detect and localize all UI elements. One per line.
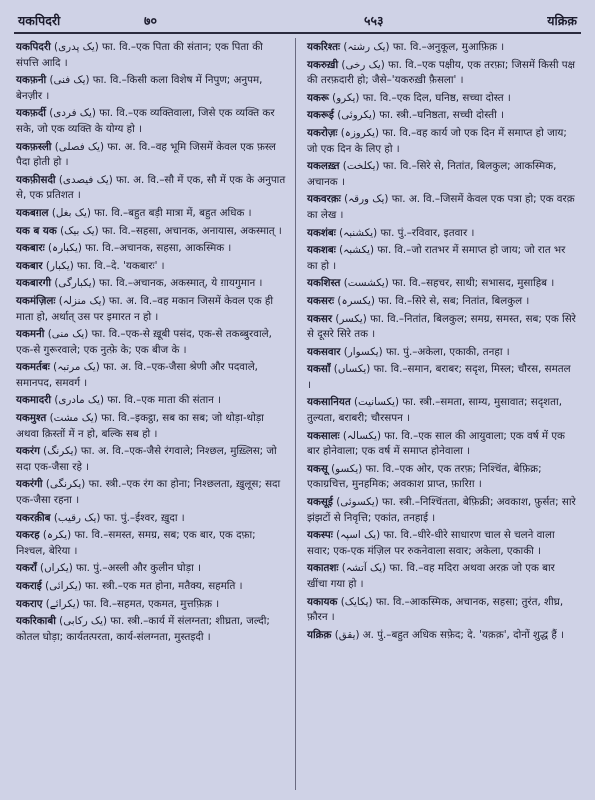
- entry-urdu-spelling: (یکساں): [333, 363, 371, 376]
- entry-urdu-spelling: (یکرو): [332, 91, 360, 104]
- dictionary-entry: [16, 140, 286, 171]
- entry-urdu-spelling: (یکرہ): [42, 529, 72, 542]
- entry-headword: यकस्पः: [307, 529, 333, 542]
- dictionary-entry: [16, 511, 286, 527]
- dictionary-entry: [16, 106, 286, 137]
- entry-urdu-spelling: (یکشبہ): [339, 244, 375, 257]
- entry-definition: फा. वि.–वह मदिरा अथवा अरक़ जो एक बार खींचा गया हो ।: [307, 562, 555, 590]
- dictionary-entry: [16, 224, 286, 240]
- entry-definition: फा. वि.–एक साल की आयुवाला; एक वर्ष में एक बार होनेवाला; एक वर्ष में समाप्त होनेवाला ।: [307, 429, 565, 458]
- dictionary-entry: [307, 395, 577, 426]
- header-rule: [14, 32, 581, 34]
- dictionary-entry: [307, 243, 577, 274]
- entry-headword: यकरह: [16, 529, 40, 542]
- entry-headword: यकबारः: [16, 242, 45, 255]
- entry-urdu-spelling: (یک پدری): [54, 41, 99, 53]
- dictionary-entry: [16, 241, 286, 257]
- dictionary-entry: [307, 345, 577, 361]
- entry-urdu-spelling: (یکسالہ): [342, 429, 381, 442]
- dictionary-entry: [16, 259, 286, 275]
- entry-definition: फा. वि.–एक पक्षीय, एक तरफ़ा; जिसमें किसी पक्ष की तरफ़दारी हो; जैसे–'यकरुख़ी फ़ैसला' ।: [307, 58, 576, 87]
- dictionary-entry: [307, 462, 577, 493]
- entry-headword: यकमादरी: [16, 394, 52, 407]
- entry-definition: फा. वि.–सिरे से, सब; नितांत, बिलकुल ।: [378, 294, 530, 307]
- entry-definition: फा. वि.–वह कार्य जो एक दिन में समाप्त हो जाय; जो एक दिन के लिए हो ।: [307, 126, 567, 155]
- dictionary-entry: [307, 362, 577, 393]
- entry-definition: फा. अ. वि.–एक-जैसा श्रेणी और पदवाले, समानपद, समवर्ग ।: [16, 361, 258, 389]
- entry-urdu-spelling: (یک رخی): [341, 58, 385, 71]
- entry-headword: यकराई: [16, 580, 42, 592]
- entry-urdu-spelling: (یک منی): [47, 328, 89, 341]
- entry-headword: यकरंगी: [16, 478, 43, 491]
- entry-headword: यकसालः: [307, 429, 340, 442]
- dictionary-entry: [16, 294, 286, 325]
- dictionary-entry: [307, 126, 577, 157]
- entry-headword: यकसरः: [307, 294, 335, 307]
- dictionary-entry: [307, 91, 577, 107]
- entry-definition: फा. अ. वि.–जिसमें केवल एक पत्रा हो; एक वरक़ का लेख ।: [307, 193, 575, 221]
- entry-urdu-spelling: (یک رقیب): [53, 511, 101, 524]
- entry-urdu-spelling: (یک فیصدی): [58, 173, 113, 186]
- entry-definition: फा. वि.–समस्त, समग्र, सब; एक बार, एक दफ़ा; निश्चल, बेरिया ।: [16, 529, 256, 557]
- entry-urdu-spelling: (یک فردی): [49, 107, 96, 120]
- entry-headword: यकवरक़ः: [307, 193, 341, 206]
- entry-definition: फा. वि.–नितांत, बिलकुल; समग्र, समस्त, सब; एक सिरे से दूसरे सिरे तक ।: [307, 312, 576, 341]
- entry-urdu-spelling: (یک مرتبہ): [53, 361, 100, 374]
- entry-definition: फा. अ. वि.–एक-जैसे रंगवाले; निश्छल, मुख़्लिस; जो सदा एक-जैसा रहे ।: [16, 445, 277, 473]
- entry-headword: यकमनी: [16, 328, 45, 341]
- entry-definition: फा. वि.–आकस्मिक, अचानक, सहसा; तुरंत, शीघ्र, फ़ौरन ।: [307, 595, 564, 624]
- dictionary-entry: [307, 108, 577, 124]
- entry-urdu-spelling: (یکشست): [343, 277, 389, 290]
- entry-urdu-spelling: (یک ورقہ): [344, 193, 389, 206]
- entry-urdu-spelling: (یکرنگی): [45, 478, 86, 491]
- entry-headword: यकरंग: [16, 445, 40, 458]
- entry-definition: फा. स्त्री.–कार्य में संलग्नता; शीघ्रता, जल्दी; कोतल घोड़ा; कार्यतत्परता, कार्य-संलग्नता, मुस्तइदी ।: [16, 615, 270, 643]
- entry-definition: फा. वि.–सहसा, अचानक, अनायास, अकस्मात् ।: [101, 224, 282, 237]
- entry-definition: फा. वि.–एक पिता की संतान; एक पिता की संपत्ति आदि ।: [16, 41, 263, 69]
- dictionary-entry: [307, 495, 577, 526]
- entry-definition: फा. स्त्री.–समता, साम्य, मुसावात; सदृशता, तुल्यता, बराबरी; चौरसपन ।: [307, 396, 562, 425]
- dictionary-entry: [16, 411, 286, 442]
- entry-definition: फा. वि.–अचानक, अकस्मात्, ये ग़ायगुमान ।: [99, 277, 263, 290]
- dictionary-entry: [16, 206, 286, 222]
- entry-urdu-spelling: (یکسو): [331, 462, 363, 475]
- entry-definition: फा. वि.–एक-से ख़ूबी पसंद, एक-से तकब्बुरवाले, एक-से गुरूरवाले; एक नुत्फ़े के; एक बीज के ।: [16, 328, 272, 356]
- entry-definition: फा. स्त्री.–एक रंग का होना; निश्छलता, ख़ुलूस; सदा एक-जैसा रहना ।: [16, 478, 281, 507]
- entry-headword: यकसर: [307, 312, 333, 325]
- entry-headword: यकरुख़ी: [307, 58, 339, 71]
- dictionary-entry: [16, 173, 286, 204]
- dictionary-entry: [16, 614, 286, 645]
- dictionary-entry: [307, 528, 577, 559]
- dictionary-entry: [307, 192, 577, 223]
- entry-definition: फा. वि.–अनुकूल, मुआफ़िक़ ।: [392, 41, 505, 53]
- entry-urdu-spelling: (یکرائی): [45, 580, 82, 592]
- entry-headword: यकरोज़ः: [307, 126, 338, 139]
- entry-definition: फा. स्त्री.–निश्चिंतता, बेफ़िक्री; अवकाश, फ़ुर्सत; सारे झंझटों से निवृत्ति; एकांत, तनहाई ।: [307, 496, 576, 524]
- dictionary-entry: [307, 58, 577, 89]
- dictionary-entry: [16, 561, 286, 577]
- dictionary-entry: [16, 528, 286, 559]
- entry-definition: अ. पुं.–बहुत अधिक सफ़ेद; दे. 'यक़क़', दोनों शुद्ध हैं ।: [362, 628, 565, 641]
- entry-headword: यक्रिक़: [307, 628, 332, 641]
- entry-headword: यकमंज़िलः: [16, 294, 56, 307]
- entry-urdu-spelling: (یک مشت): [49, 412, 98, 425]
- entry-urdu-spelling: (یک بیک): [60, 224, 99, 237]
- column-divider: [295, 38, 296, 790]
- entry-headword: यकबारगी: [16, 277, 52, 290]
- dictionary-entry: [16, 327, 286, 358]
- header-left-word: यकपिदरी: [18, 13, 61, 28]
- dictionary-entry: [16, 597, 286, 613]
- entry-urdu-spelling: (یکسر): [335, 312, 367, 325]
- entry-definition: फा. पुं.–ईश्वर, ख़ुदा ।: [103, 511, 185, 524]
- entry-urdu-spelling: (یک رشتہ): [343, 41, 390, 53]
- entry-urdu-spelling: (یک فصلی): [54, 140, 105, 153]
- entry-headword: यकफ़ीसदी: [16, 173, 56, 186]
- right-column: [307, 40, 577, 645]
- entry-definition: फा. वि.–इकट्ठा, सब का सब; जो थोड़ा-थोड़ा अथवा क़िस्तों में न हो, बल्कि सब हो ।: [16, 412, 264, 440]
- left-column: [16, 40, 286, 647]
- dictionary-entry: [307, 312, 577, 343]
- entry-definition: फा. वि.–सिरे से, नितांत, बिलकुल; आकस्मिक, अचानक ।: [307, 160, 557, 188]
- entry-urdu-spelling: (یک بغل): [51, 206, 91, 219]
- entry-urdu-spelling: (یک اسپہ): [336, 529, 381, 542]
- dictionary-entry: [307, 226, 577, 242]
- entry-headword: यकमर्तबः: [16, 361, 50, 374]
- dictionary-entry: [16, 444, 286, 475]
- entry-headword: यकशबः: [307, 244, 336, 257]
- entry-headword: यकफ़र्दी: [16, 107, 46, 120]
- entry-headword: यकराँ: [16, 562, 37, 575]
- entry-headword: यकसाँ: [307, 363, 331, 376]
- entry-headword: यकरूई: [307, 109, 334, 122]
- entry-headword: यक ब यक: [16, 224, 57, 237]
- entry-definition: फा. वि.–अचानक, सहसा, आकस्मिक ।: [85, 242, 232, 255]
- entry-headword: यकमुश्त: [16, 412, 47, 425]
- entry-headword: यकरू: [307, 91, 329, 104]
- entry-urdu-spelling: (یکسوار): [343, 345, 383, 358]
- dictionary-entry: [16, 579, 286, 595]
- dictionary-entry: [16, 360, 286, 391]
- entry-urdu-spelling: (یکایک): [340, 595, 373, 608]
- entry-definition: फा. वि.–सहचर, साथी; सभासद, मुसाहिब ।: [392, 277, 555, 290]
- entry-urdu-spelling: (یقق): [334, 628, 360, 641]
- entry-headword: यकसू: [307, 462, 328, 475]
- entry-definition: फा. अ. वि.–वह भूमि जिसमें केवल एक फ़स्ल पैदा होती हो ।: [16, 140, 276, 169]
- entry-urdu-spelling: (یکروئی): [337, 109, 376, 122]
- entry-headword: यकबार: [16, 259, 43, 272]
- entry-definition: फा. वि.–किसी कला विशेष में निपुण; अनुपम, बेनज़ीर ।: [16, 74, 263, 102]
- entry-headword: यकसानियत: [307, 396, 351, 409]
- entry-definition: फा. वि.–एक दिल, घनिष्ठ, सच्चा दोस्त ।: [362, 91, 511, 104]
- entry-urdu-spelling: (یک فنی): [49, 74, 90, 87]
- entry-urdu-spelling: (یکراں): [40, 562, 73, 575]
- entry-headword: यकशिस्त: [307, 277, 341, 290]
- dictionary-entry: [307, 159, 577, 190]
- entry-headword: यकपिदरी: [16, 41, 51, 53]
- entry-headword: यकातशः: [307, 562, 339, 575]
- entry-headword: यकराए: [16, 597, 43, 610]
- entry-definition: फा. पुं.–अस्ली और कुलीन घोड़ा ।: [76, 562, 201, 575]
- entry-definition: फा. वि.–धीरे-धीरे साधारण चाल से चलने वाला सवार; एक-एक मंज़िल पर रुकनेवाला सवार; अकेला, एकाकी ।: [307, 529, 555, 557]
- entry-definition: फा. अ. वि.–सौ में एक, सौ में एक के अनुपात से, एक प्रतिशत ।: [16, 173, 286, 202]
- entry-headword: यकफ़स्ली: [16, 140, 52, 153]
- entry-urdu-spelling: (یکبارہ): [48, 242, 82, 255]
- dictionary-entry: [307, 276, 577, 292]
- dictionary-entry: [16, 73, 286, 104]
- dictionary-entry: [16, 477, 286, 508]
- entry-urdu-spelling: (یکرنگ): [43, 445, 78, 458]
- entry-headword: यकबग़ल: [16, 206, 49, 219]
- entry-urdu-spelling: (یکروزہ): [340, 126, 380, 139]
- dictionary-entry: [307, 628, 577, 644]
- entry-urdu-spelling: (یکبار): [45, 259, 74, 272]
- entry-urdu-spelling: (یکسانیت): [354, 396, 400, 409]
- entry-urdu-spelling: (یک آتشہ): [341, 562, 387, 575]
- entry-headword: यकफ़नी: [16, 74, 47, 87]
- entry-headword: यकरक़ीब: [16, 511, 51, 524]
- entry-definition: फा. वि.–एक माता की संतान ।: [107, 394, 222, 407]
- entry-definition: फा. स्त्री.–एक मत होना, मतैक्य, सहमति ।: [85, 580, 243, 592]
- entry-headword: यकरिकाबी: [16, 615, 56, 628]
- entry-definition: फा. पुं.–रविवार, इतवार ।: [380, 226, 475, 239]
- entry-definition: फा. पुं.–अकेला, एकाकी, तनहा ।: [385, 345, 510, 358]
- dictionary-entry: [307, 294, 577, 310]
- entry-definition: फा. वि.–समान, बराबर; सदृश, मिस्ल; चौरस, समतल ।: [307, 363, 571, 391]
- entry-headword: यकशंबः: [307, 226, 336, 239]
- entry-urdu-spelling: (یک منزلہ): [58, 294, 106, 307]
- entry-definition: फा. वि.–एक ओर, एक तरफ़; निश्चिंत, बेफ़िक्र; एकाग्रचित्त, मुनहमिक; अवकाश प्राप्त, फ़ारिग़ ।: [307, 462, 542, 491]
- dictionary-entry: [307, 561, 577, 592]
- header-right-page-number: ५५३: [364, 13, 384, 28]
- entry-definition: फा. वि.–जो रातभर में समाप्त हो जाय; जो रात भर का हो ।: [307, 244, 566, 272]
- header-left-page-number: ७०: [144, 13, 158, 28]
- dictionary-entry: [307, 40, 577, 56]
- entry-urdu-spelling: (یکسرہ): [337, 294, 375, 307]
- entry-definition: फा. वि.–दे. 'यकबारः' ।: [77, 259, 165, 272]
- entry-urdu-spelling: (یکلخت): [342, 160, 380, 173]
- entry-definition: फा. वि.–सहमत, एकमत, मुत्तफ़िक़ ।: [83, 597, 220, 610]
- entry-definition: फा. वि.–बहुत बड़ी मात्रा में, बहुत अधिक ।: [94, 206, 252, 219]
- entry-definition: फा. अ. वि.–वह मकान जिसमें केवल एक ही माता हो, अर्थात् उस पर इमारत न हो ।: [16, 294, 274, 323]
- entry-urdu-spelling: (یکرائے): [45, 597, 80, 610]
- entry-urdu-spelling: (یکبارگی): [54, 277, 96, 290]
- entry-urdu-spelling: (یک مادری): [54, 394, 105, 407]
- entry-urdu-spelling: (یک رکابی): [59, 615, 108, 628]
- entry-urdu-spelling: (یکسوئی): [336, 496, 379, 509]
- dictionary-entry: [16, 393, 286, 409]
- entry-headword: यकसूई: [307, 496, 333, 509]
- header-right-word: यक्रिक़: [547, 13, 577, 28]
- dictionary-entry: [16, 276, 286, 292]
- entry-definition: फा. स्त्री.–घनिष्ठता, सच्ची दोस्ती ।: [379, 109, 504, 122]
- dictionary-entry: [16, 40, 286, 71]
- entry-headword: यकसवार: [307, 345, 341, 358]
- entry-headword: यकायक: [307, 595, 338, 608]
- entry-definition: फा. वि.–एक व्यक्तिवाला, जिसे एक व्यक्ति कर सके, जो एक व्यक्ति के योग्य हो ।: [16, 107, 275, 135]
- entry-headword: यकरिश्तः: [307, 41, 341, 53]
- dictionary-entry: [307, 595, 577, 626]
- dictionary-entry: [307, 429, 577, 460]
- running-header: [14, 10, 581, 32]
- entry-urdu-spelling: (یکشنبہ): [339, 226, 378, 239]
- entry-headword: यकलख़्त: [307, 160, 340, 173]
